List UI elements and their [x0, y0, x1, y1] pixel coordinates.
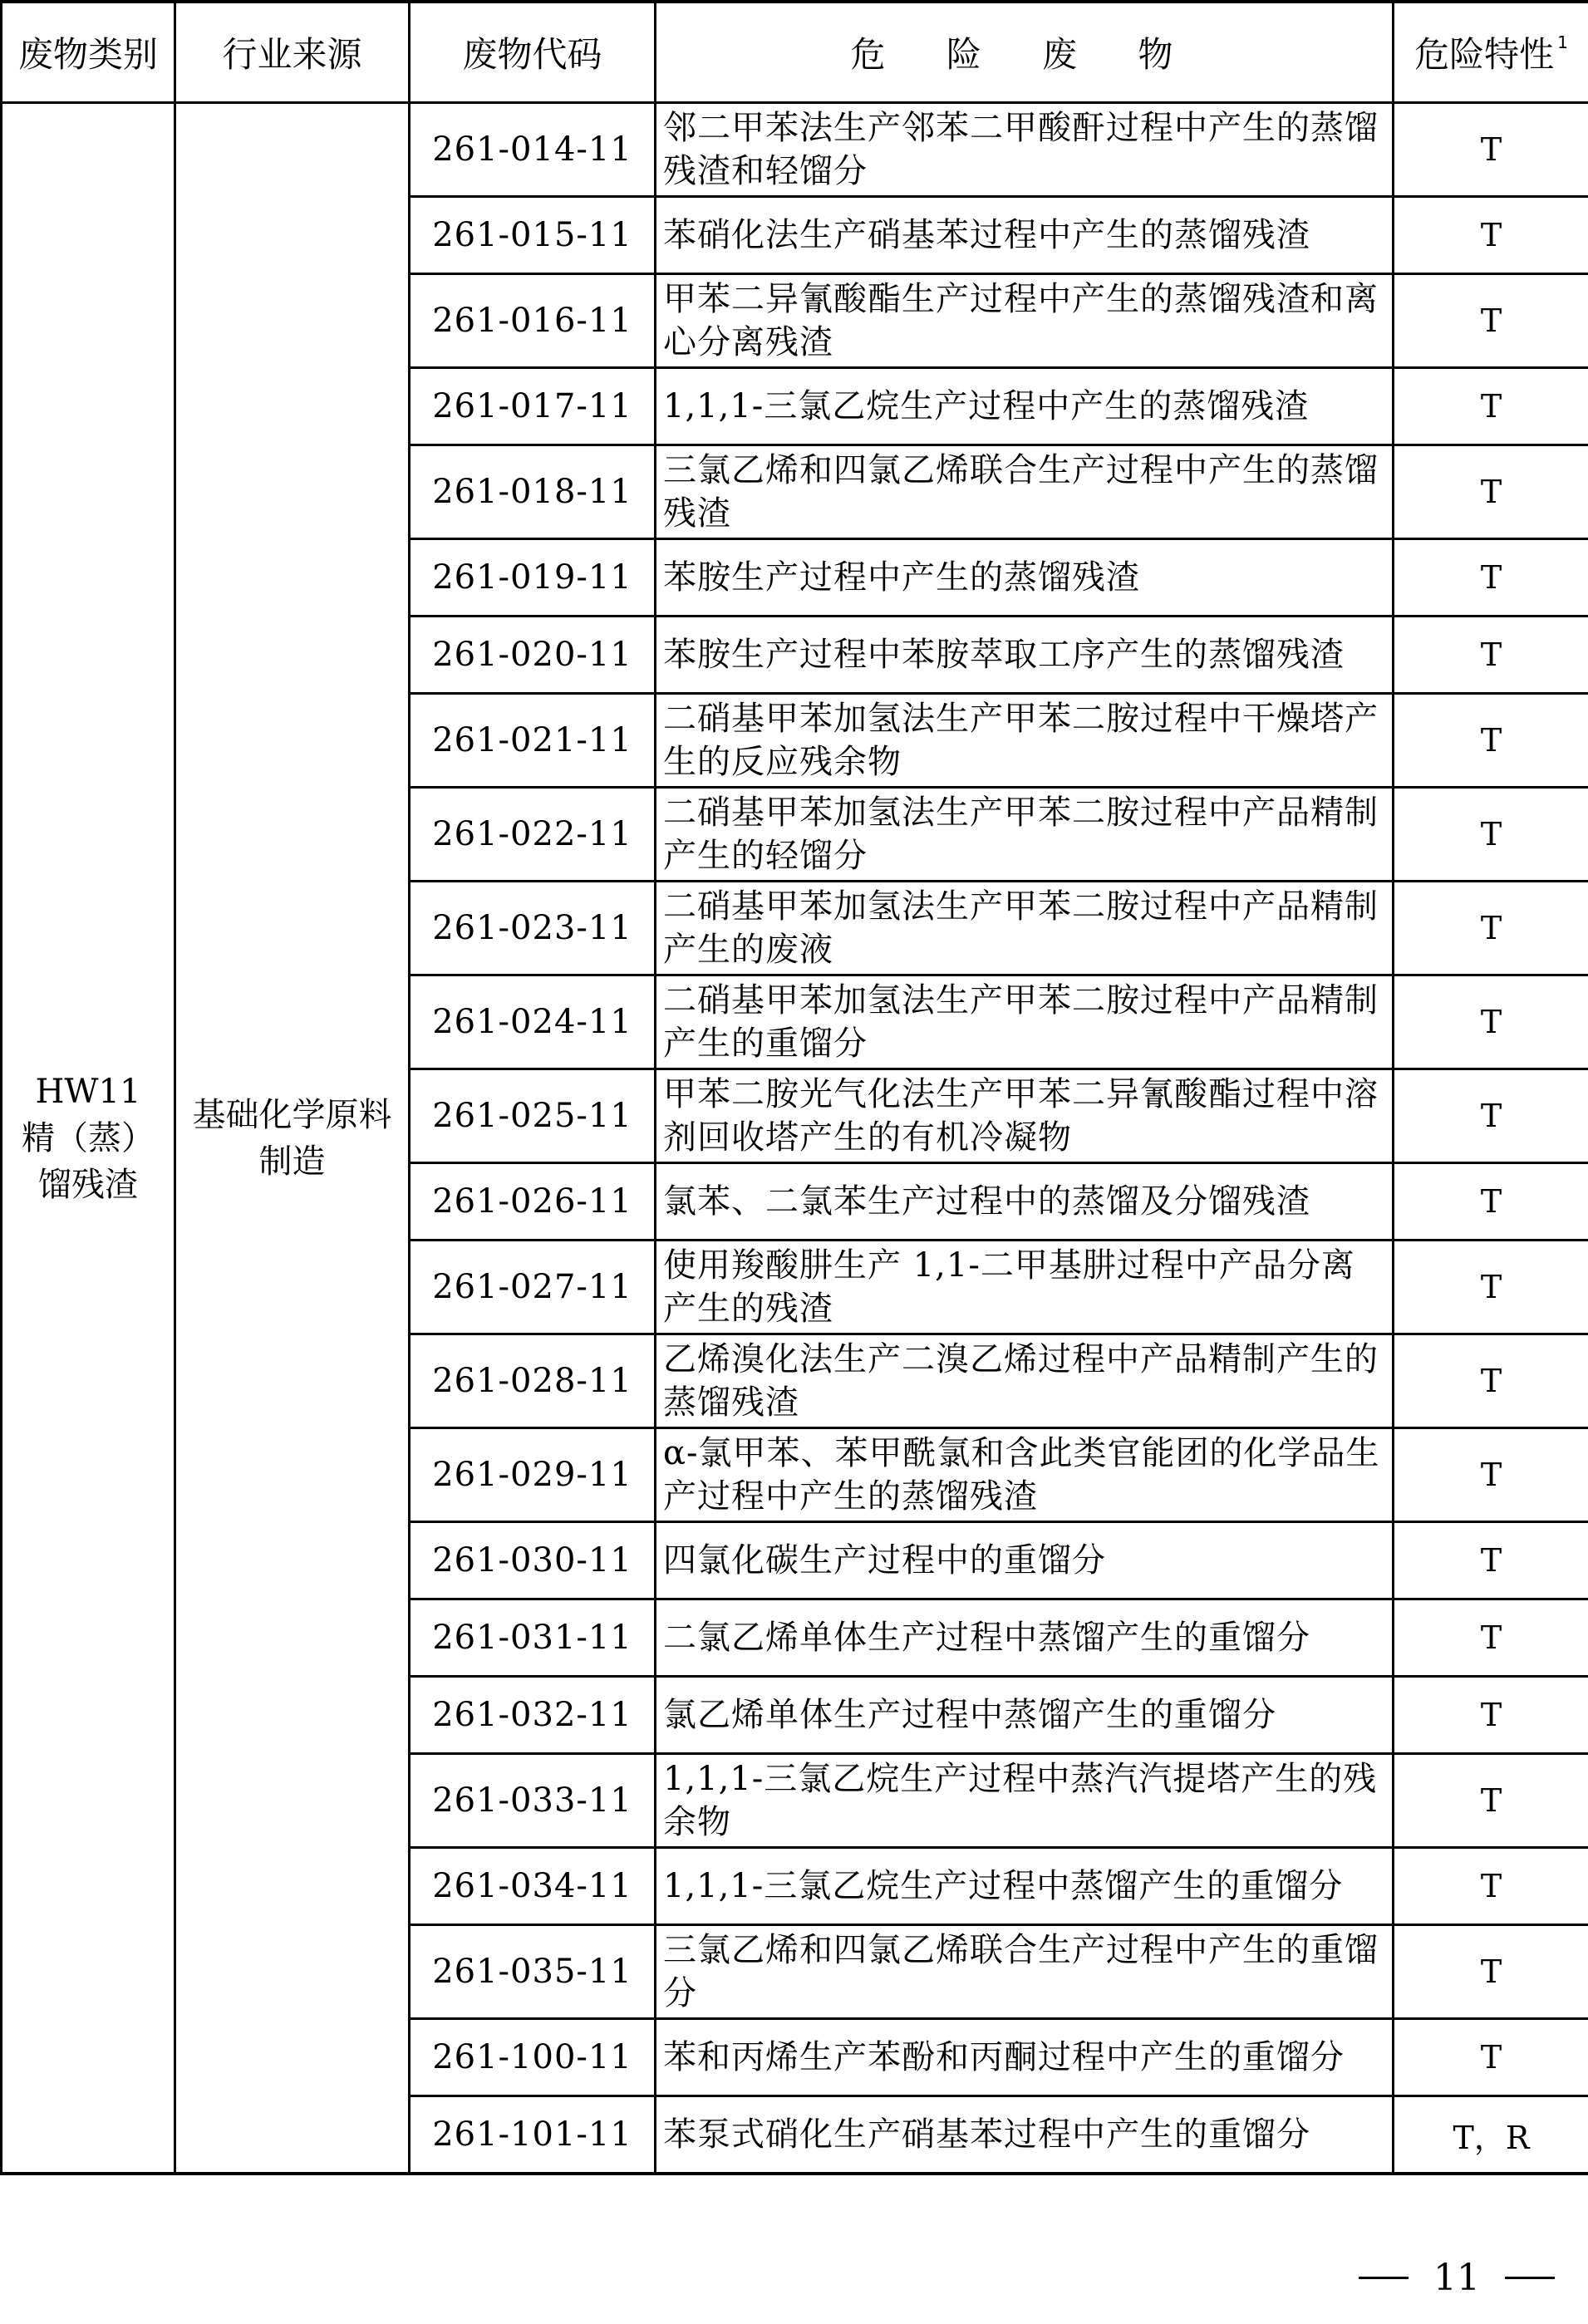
- hazard-description-cell: 邻二甲苯法生产邻苯二甲酸酐过程中产生的蒸馏残渣和轻馏分: [656, 103, 1394, 197]
- hazard-characteristic-cell: T: [1394, 1069, 1588, 1163]
- hazard-description-cell: 二硝基甲苯加氢法生产甲苯二胺过程中产品精制产生的轻馏分: [656, 788, 1394, 882]
- waste-code-cell: 261-035-11: [410, 1925, 656, 2019]
- waste-code-cell: 261-030-11: [410, 1522, 656, 1599]
- hazard-description-cell: 三氯乙烯和四氯乙烯联合生产过程中产生的重馏分: [656, 1925, 1394, 2019]
- header-characteristic-label: 危险特性: [1414, 34, 1555, 75]
- hazard-description-cell: 氯乙烯单体生产过程中蒸馏产生的重馏分: [656, 1677, 1394, 1754]
- waste-code-cell: 261-016-11: [410, 274, 656, 368]
- waste-code-cell: 261-031-11: [410, 1599, 656, 1677]
- hazard-characteristic-cell: T: [1394, 274, 1588, 368]
- waste-category-line: 馏残渣: [38, 1165, 138, 1204]
- hazard-characteristic-cell: T: [1394, 1925, 1588, 2019]
- header-characteristic: [1394, 2, 1588, 103]
- hazard-characteristic-cell: T: [1394, 617, 1588, 694]
- hazard-characteristic-cell: T: [1394, 103, 1588, 197]
- hazard-characteristic-cell: T: [1394, 1754, 1588, 1848]
- waste-code-cell: 261-100-11: [410, 2019, 656, 2096]
- waste-code-cell: 261-014-11: [410, 103, 656, 197]
- hazard-description-cell: 甲苯二异氰酸酯生产过程中产生的蒸馏残渣和离心分离残渣: [656, 274, 1394, 368]
- waste-code-cell: 261-022-11: [410, 788, 656, 882]
- hazard-description-cell: 1,1,1-三氯乙烷生产过程中蒸馏产生的重馏分: [656, 1848, 1394, 1925]
- hazard-characteristic-cell: T: [1394, 445, 1588, 539]
- waste-code-cell: 261-032-11: [410, 1677, 656, 1754]
- waste-category-line: HW11: [35, 1072, 141, 1111]
- footer-dash-right: [1505, 2277, 1555, 2279]
- hazard-description-cell: 苯胺生产过程中产生的蒸馏残渣: [656, 539, 1394, 617]
- waste-code-cell: 261-034-11: [410, 1848, 656, 1925]
- hazard-characteristic-cell: T: [1394, 2019, 1588, 2096]
- hazard-description-cell: 使用羧酸肼生产 1,1-二甲基肼过程中产品分离产生的残渣: [656, 1241, 1394, 1334]
- hazard-characteristic-cell: T: [1394, 1163, 1588, 1241]
- hazard-characteristic-cell: T: [1394, 1677, 1588, 1754]
- hazard-characteristic-cell: T: [1394, 1241, 1588, 1334]
- header-industry: 行业来源: [175, 2, 410, 103]
- waste-code-cell: 261-023-11: [410, 882, 656, 975]
- waste-code-cell: 261-020-11: [410, 617, 656, 694]
- hazard-characteristic-cell: T: [1394, 539, 1588, 617]
- waste-code-cell: 261-017-11: [410, 368, 656, 445]
- hazard-description-cell: 乙烯溴化法生产二溴乙烯过程中产品精制产生的蒸馏残渣: [656, 1334, 1394, 1428]
- hazard-description-cell: 甲苯二胺光气化法生产甲苯二异氰酸酯过程中溶剂回收塔产生的有机冷凝物: [656, 1069, 1394, 1163]
- hazard-description-cell: 苯硝化法生产硝基苯过程中产生的蒸馏残渣: [656, 197, 1394, 274]
- table-row: [2, 103, 1588, 197]
- hazard-description-cell: 二硝基甲苯加氢法生产甲苯二胺过程中产品精制产生的重馏分: [656, 975, 1394, 1069]
- hazard-description-cell: 氯苯、二氯苯生产过程中的蒸馏及分馏残渣: [656, 1163, 1394, 1241]
- waste-code-cell: 261-101-11: [410, 2096, 656, 2174]
- hazard-description-cell: 四氯化碳生产过程中的重馏分: [656, 1522, 1394, 1599]
- page-number: 11: [1433, 2257, 1480, 2299]
- waste-category-cell: [2, 103, 175, 2174]
- hazard-description-cell: 苯胺生产过程中苯胺萃取工序产生的蒸馏残渣: [656, 617, 1394, 694]
- hazard-characteristic-cell: T: [1394, 1599, 1588, 1677]
- waste-code-cell: 261-033-11: [410, 1754, 656, 1848]
- waste-code-cell: 261-024-11: [410, 975, 656, 1069]
- waste-code-cell: 261-026-11: [410, 1163, 656, 1241]
- hazard-characteristic-cell: T: [1394, 1334, 1588, 1428]
- hazard-characteristic-cell: T: [1394, 197, 1588, 274]
- hazard-characteristic-cell: T: [1394, 975, 1588, 1069]
- industry-source-cell: [175, 103, 410, 2174]
- waste-code-cell: 261-027-11: [410, 1241, 656, 1334]
- hazard-description-cell: 二硝基甲苯加氢法生产甲苯二胺过程中产品精制产生的废液: [656, 882, 1394, 975]
- industry-source-line: 基础化学原料: [192, 1095, 392, 1134]
- footnote-marker: 1: [1557, 32, 1568, 52]
- waste-code-cell: 261-025-11: [410, 1069, 656, 1163]
- hazard-description-cell: 1,1,1-三氯乙烷生产过程中蒸汽汽提塔产生的残余物: [656, 1754, 1394, 1848]
- waste-code-cell: 261-018-11: [410, 445, 656, 539]
- waste-code-cell: 261-019-11: [410, 539, 656, 617]
- hazard-characteristic-cell: T: [1394, 1428, 1588, 1522]
- hazard-description-cell: 苯和丙烯生产苯酚和丙酮过程中产生的重馏分: [656, 2019, 1394, 2096]
- table-body: [2, 103, 1588, 2174]
- hazard-description-cell: 三氯乙烯和四氯乙烯联合生产过程中产生的蒸馏残渣: [656, 445, 1394, 539]
- waste-code-cell: 261-021-11: [410, 694, 656, 788]
- hazard-description-cell: 二氯乙烯单体生产过程中蒸馏产生的重馏分: [656, 1599, 1394, 1677]
- hazard-characteristic-cell: T: [1394, 1848, 1588, 1925]
- waste-code-cell: 261-028-11: [410, 1334, 656, 1428]
- waste-code-cell: 261-029-11: [410, 1428, 656, 1522]
- hazard-characteristic-cell: T: [1394, 694, 1588, 788]
- industry-source-line: 制造: [258, 1142, 326, 1181]
- hazard-description-cell: 二硝基甲苯加氢法生产甲苯二胺过程中干燥塔产生的反应残余物: [656, 694, 1394, 788]
- waste-code-cell: 261-015-11: [410, 197, 656, 274]
- hazard-characteristic-cell: T，R: [1394, 2096, 1588, 2174]
- hazard-characteristic-cell: T: [1394, 368, 1588, 445]
- hazard-characteristic-cell: T: [1394, 1522, 1588, 1599]
- page-footer: [1359, 2257, 1555, 2299]
- hazard-description-cell: 苯泵式硝化生产硝基苯过程中产生的重馏分: [656, 2096, 1394, 2174]
- hazard-description-cell: 1,1,1-三氯乙烷生产过程中产生的蒸馏残渣: [656, 368, 1394, 445]
- hazard-description-cell: α-氯甲苯、苯甲酰氯和含此类官能团的化学品生产过程中产生的蒸馏残渣: [656, 1428, 1394, 1522]
- table-header-row: [2, 2, 1588, 103]
- header-code: 废物代码: [410, 2, 656, 103]
- waste-category-line: 精（蒸）: [22, 1118, 155, 1157]
- hazard-characteristic-cell: T: [1394, 882, 1588, 975]
- header-hazardous-waste: 危 险 废 物: [656, 2, 1394, 103]
- footer-dash-left: [1359, 2277, 1409, 2279]
- header-category: 废物类别: [2, 2, 175, 103]
- hazard-characteristic-cell: T: [1394, 788, 1588, 882]
